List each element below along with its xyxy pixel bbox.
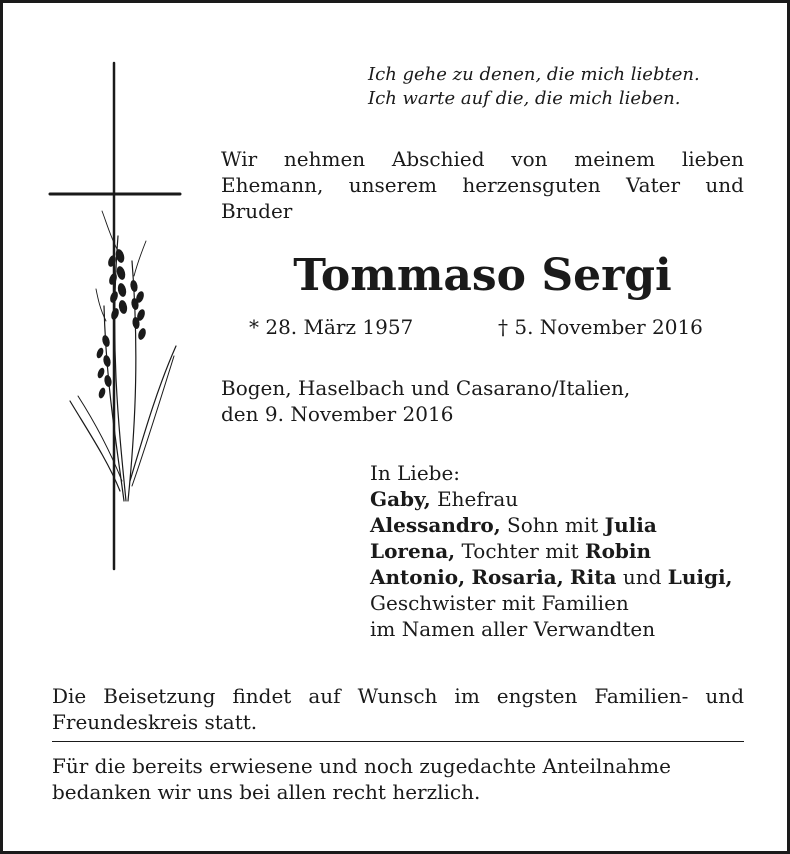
mourners-list [370,460,760,642]
quote-line-2: Ich warte auf die, die mich lieben. [368,88,681,109]
mourners-heading: In Liebe: [370,461,461,485]
quote-line-1: Ich gehe zu denen, die mich liebten. [368,64,700,85]
date-line: den 9. November 2016 [221,402,454,426]
intro-text: Wir nehmen Abschied von meinem lieben Ehemann, unserem herzensguten Vater und Bruder [221,147,744,223]
divider-line [52,741,744,742]
thanks-note: Für die bereits erwiesene und noch zugedachte Anteilnahme bedanken wir uns bei allen recht herzlich. [52,754,671,804]
mourner-name: Alessandro, [370,513,501,537]
sibling-name: Luigi, [667,565,733,589]
place-line: Bogen, Haselbach und Casarano/Italien, [221,376,631,400]
mourner-name: Gaby, [370,487,431,511]
cross-with-wheat-icon [48,61,183,573]
siblings-line: Geschwister mit Familien [370,591,629,615]
mourner-role: Sohn mit [507,513,599,537]
mourner-role: Ehefrau [437,487,519,511]
mourner-gaby [370,486,760,512]
funeral-note: Die Beisetzung findet auf Wunsch im engsten Familien- und Freundeskreis statt. [52,684,744,734]
mourner-lorena [370,538,760,564]
sibling-name: Antonio, [370,565,466,589]
sibling-name: Rita [570,565,617,589]
place-and-date [221,375,744,427]
mourner-partner-name: Robin [584,539,652,563]
mourner-partner-name: Julia [604,513,657,537]
mourner-name: Lorena, [370,539,456,563]
sibling-name: Rosaria, [471,565,564,589]
mourner-alessandro [370,512,760,538]
quote [368,63,758,111]
mourner-role: Tochter mit [461,539,579,563]
relatives-line: im Namen aller Verwandten [370,617,656,641]
mourner-siblings-names [370,564,760,590]
death-date: † 5. November 2016 [498,315,703,339]
birth-date: * 28. März 1957 [249,315,414,339]
deceased-name: Tommaso Sergi [293,250,672,301]
conjunction: und [622,565,662,589]
